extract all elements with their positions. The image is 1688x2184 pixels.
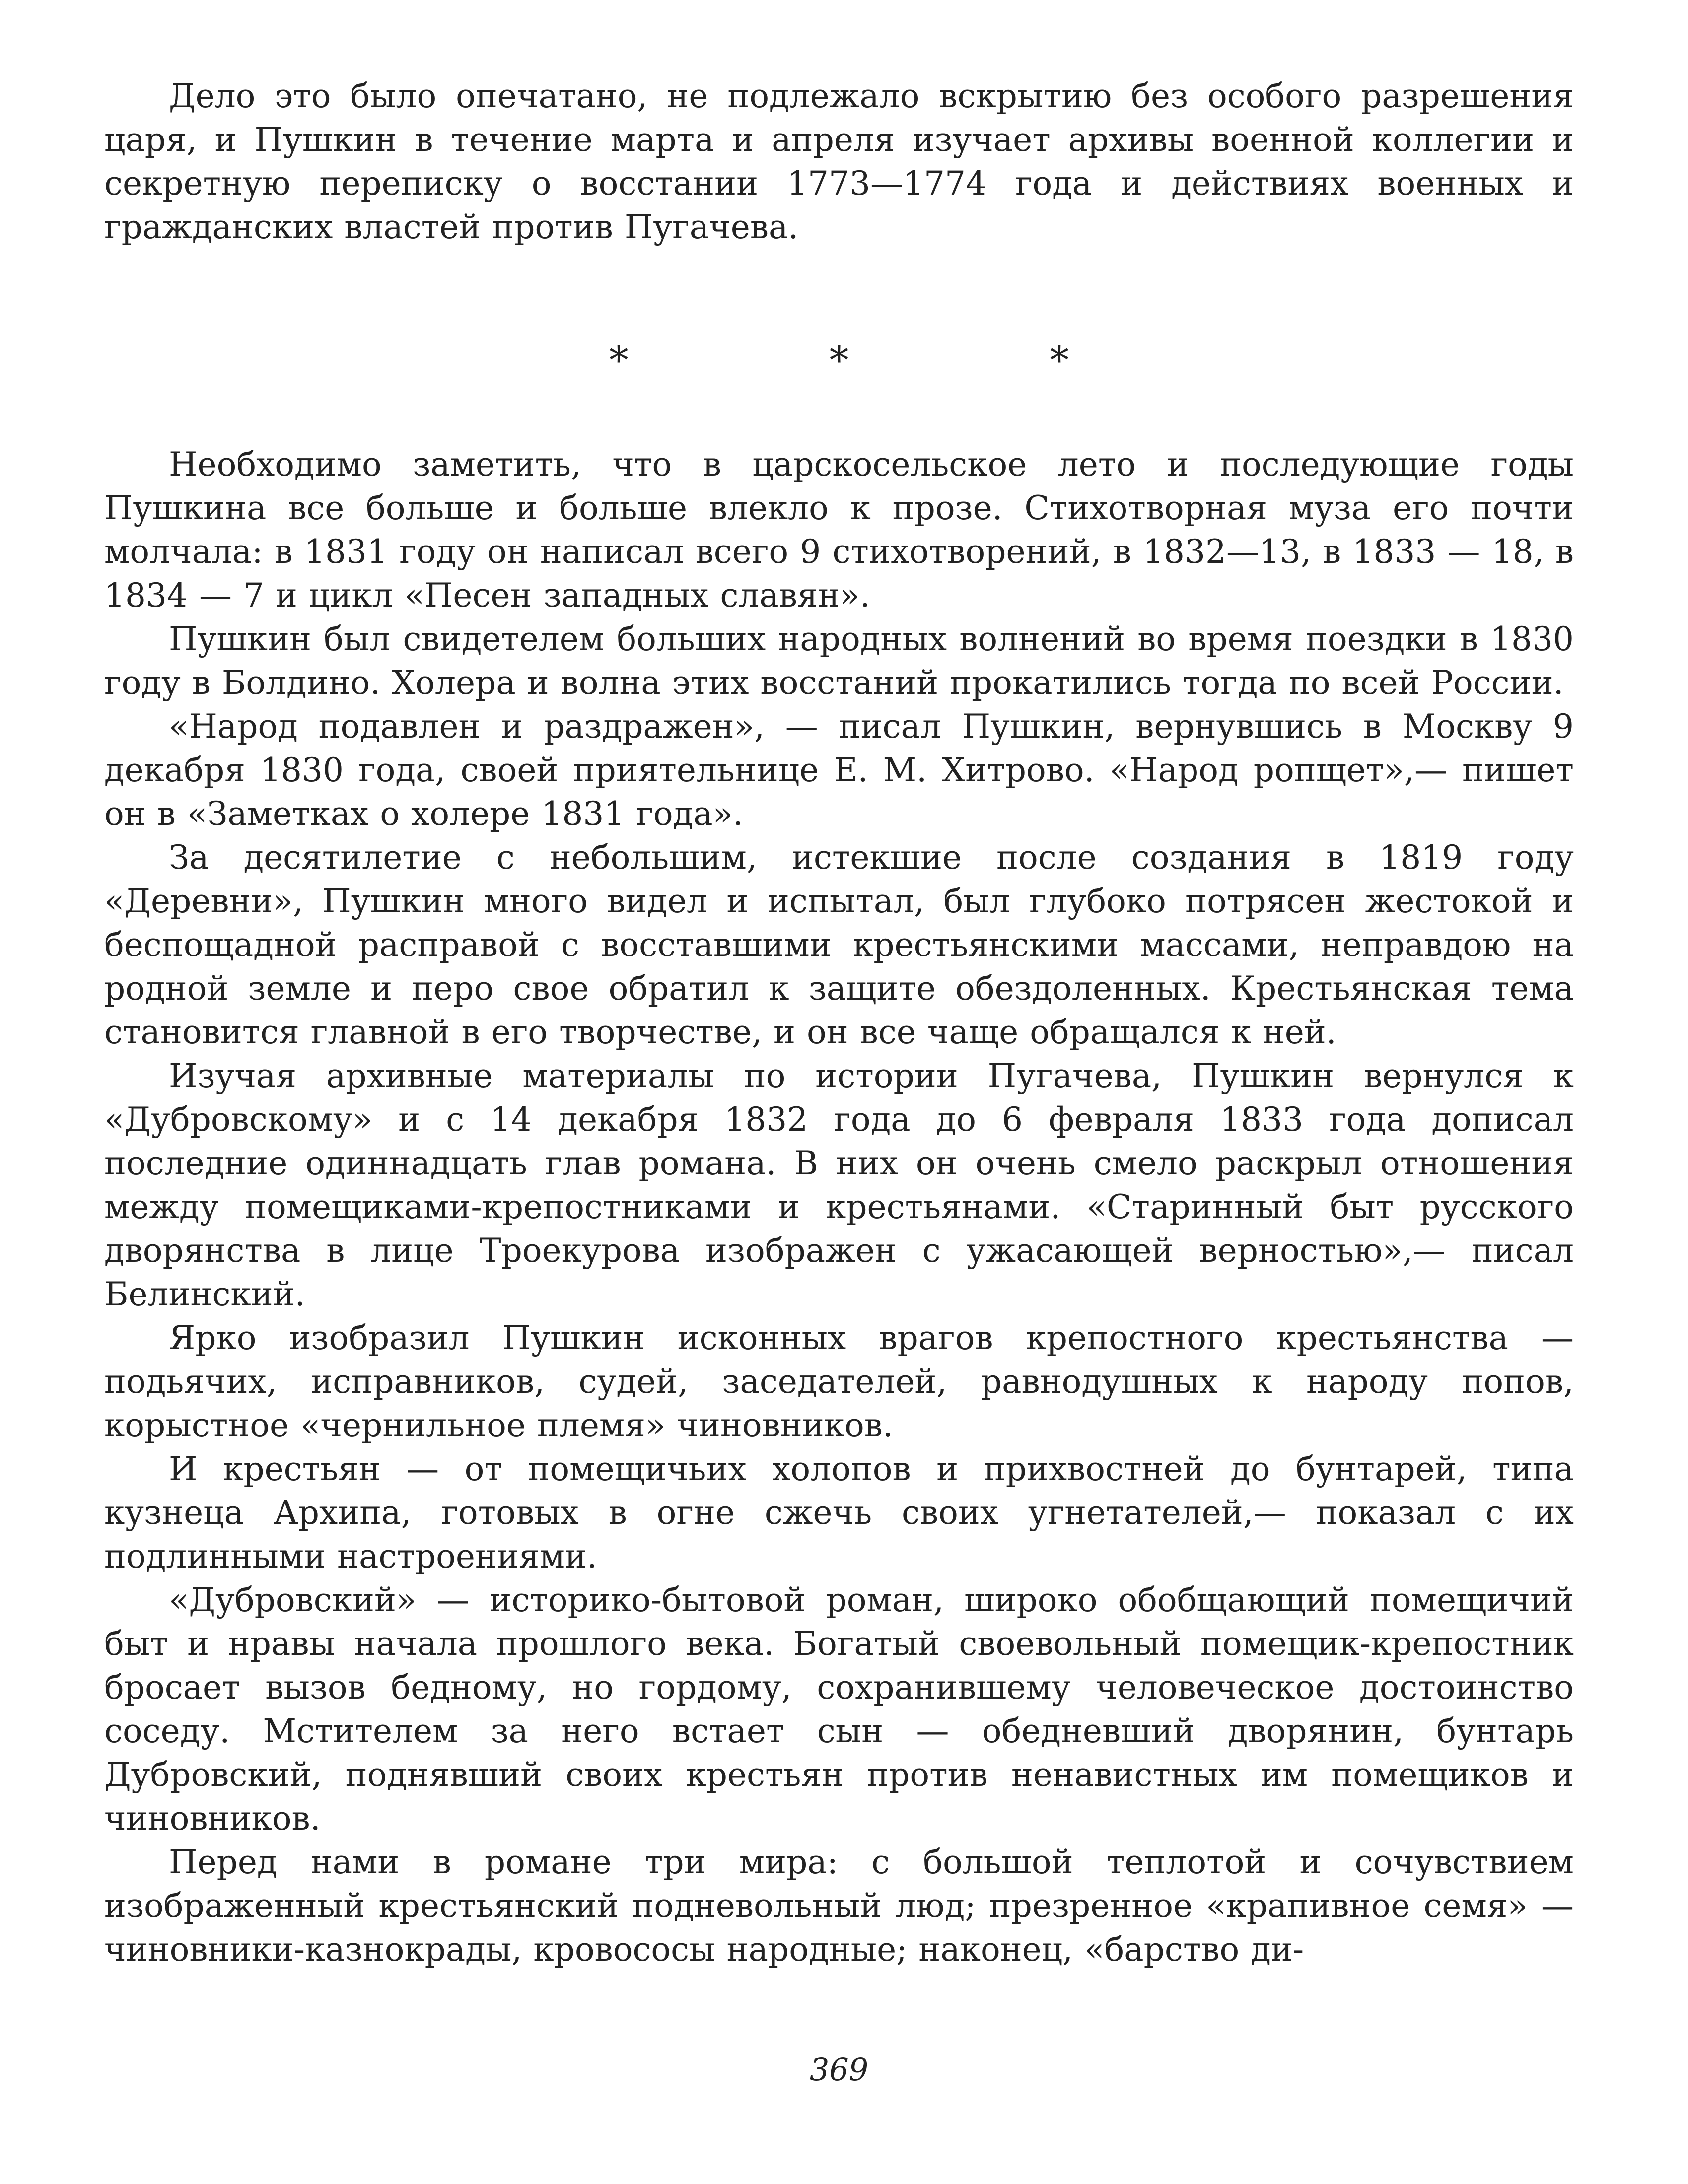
paragraph-8: «Дубровский» — историко-бытовой роман, широко обобщающий помещичий быт и нравы начала прошлого века. Богатый своевольный помещик-крепостник бросает вызов бедному, но гордому, сохранившему человеческое достоинство соседу. Мстителем за него встает сын — обедневший дворянин, бунтарь Дубровский, поднявший своих крестьян против ненавистных им помещиков и чиновников. — [104, 1581, 1574, 1838]
intro-paragraph: Дело это было опечатано, не подлежало вскрытию без особого разрешения царя, и Пушкин в течение марта и апреля изучает архивы военной коллегии и секретную переписку о восстании 1773—1774 года и действиях военных и гражданских властей против Пугачева. — [104, 77, 1574, 246]
section-separator: * * * — [609, 339, 1164, 383]
paragraph-1: Необходимо заметить, что в царскосельское лето и последующие годы Пушкина все больше и больше влекло к прозе. Стихотворная муза его почти молчала: в 1831 году он написал всего 9 стихотворений, в 1832—13, в 1833 — 18, в 1834 — 7 и цикл «Песен западных славян». — [104, 445, 1574, 614]
paragraph-2: Пушкин был свидетелем больших народных волнений во время поездки в 1830 году в Болдино. Холера и волна этих восстаний прокатились тогда по всей России. — [104, 620, 1574, 702]
page-number: 369 — [809, 2051, 869, 2088]
book-page — [104, 74, 1574, 2110]
paragraph-9: Перед нами в романе три мира: с большой теплотой и сочувствием изображенный крестьянский подневольный люд; презренное «крапивное семя» — чиновники-казнокрады, кровососы народные; наконец, «барство ди- — [104, 1843, 1574, 1969]
paragraph-3: «Народ подавлен и раздражен», — писал Пушкин, вернувшись в Москву 9 декабря 1830 года, своей приятельнице Е. М. Хитрово. «Народ ропщет»,— пишет он в «Заметках о холере 1831 года». — [104, 707, 1574, 833]
paragraph-7: И крестьян — от помещичьих холопов и прихвостней до бунтарей, типа кузнеца Архипа, готовых в огне сжечь своих угнетателей,— показал с их подлинными настроениями. — [104, 1450, 1574, 1575]
paragraph-4: За десятилетие с небольшим, истекшие после создания в 1819 году «Деревни», Пушкин много видел и испытал, был глубоко потрясен жестокой и беспощадной расправой с восставшими крестьянскими массами, неправдою на родной земле и перо свое обратил к защите обездоленных. Крестьянская тема становится главной в его творчестве, и он все чаще обращался к ней. — [104, 838, 1574, 1051]
paragraph-6: Ярко изобразил Пушкин исконных врагов крепостного крестьянства — подьячих, исправников, судей, заседателей, равнодушных к народу попов, корыстное «чернильное племя» чиновников. — [104, 1319, 1574, 1444]
body-text — [104, 443, 1574, 1972]
paragraph-5: Изучая архивные материалы по истории Пугачева, Пушкин вернулся к «Дубровскому» и с 14 декабря 1832 года до 6 февраля 1833 года дописал последние одиннадцать глав романа. В них он очень смело раскрыл отношения между помещиками-крепостниками и крестьянами. «Старинный быт русского дворянства в лице Троекурова изображен с ужасающей верностью»,— писал Белинский. — [104, 1057, 1574, 1313]
